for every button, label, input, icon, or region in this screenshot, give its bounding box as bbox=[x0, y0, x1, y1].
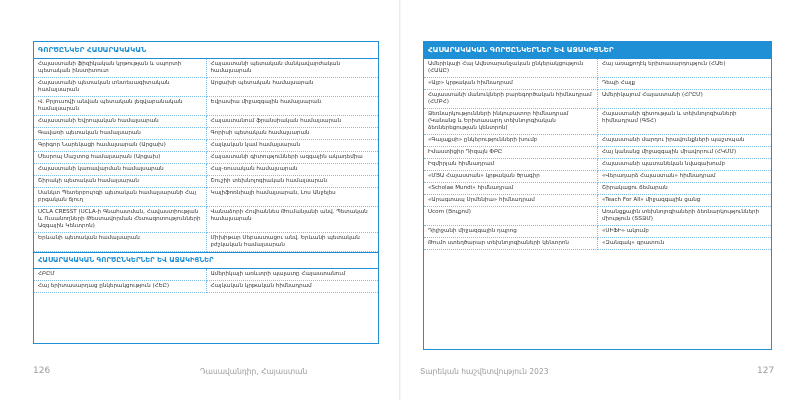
partner-cell-left: «ՄՅԱ Հայաստան» կրթական ծրագիր bbox=[424, 171, 598, 183]
partner-cell-right: «Վերադարձ Հայաստան» հիմնադրամ bbox=[598, 171, 772, 183]
right-page bbox=[400, 0, 800, 400]
table-row bbox=[424, 207, 771, 226]
partner-cell-left: Շիրակի պետական համալսարան bbox=[34, 176, 206, 188]
partner-cell-left: «Այբ» կրթական հիմնադրամ bbox=[424, 78, 598, 90]
partner-cell-left: Հայաստանի մանուկների բարեգործական հիմնադրամ (ՀՄԲՀ) bbox=[424, 90, 598, 109]
partner-cell-left: UCLA CRESST (UCLA-ի Գնահատման, Հավաստիության և Ուսանողների Թեստավորման Հետազոտությունների Ազգային Կենտրոն) bbox=[34, 207, 206, 233]
table-row bbox=[34, 152, 378, 164]
table-row bbox=[34, 281, 378, 293]
table-row bbox=[34, 176, 378, 188]
table-row bbox=[424, 78, 771, 90]
partner-cell-left: Հայաստանի Եվրոպական համալսարան bbox=[34, 116, 206, 128]
partner-cell-left: Թումո ստեղծարար տեխնոլոգիաների կենտրոն bbox=[424, 238, 598, 250]
partner-cell-left: Հայաստանի կառավարման համալսարան bbox=[34, 164, 206, 176]
partner-cell-left: Ձեռնարկությունների ինկուբատոր հիմնադրամ (Կանանց և Երիտասարդ տեխնոլոգիական ձեռներեցության կենտրոն) bbox=[424, 109, 598, 135]
partner-cell-right: Առանցքային տեխնոլոգիաների ձեռնարկությունների միություն (ՏՏՁՄ) bbox=[598, 207, 772, 226]
right-footer-text: Տարեկան հաշվետվություն 2023 bbox=[420, 367, 549, 376]
right-section-title: ՀԱՍԱՐԱԿԱԿԱՆ ԳՈՐԾԸՆԿԵՐՆԵՐ ԵՎ ԱՋԱԿԻՑՆԵՐ bbox=[424, 42, 771, 59]
partner-cell-right: Հայ առաքողէկ երիտասարդություն (ՀԱԵ) bbox=[598, 59, 772, 78]
left-page-number: 126 bbox=[33, 366, 51, 376]
table-row bbox=[34, 269, 378, 281]
table-row bbox=[424, 147, 771, 159]
partner-cell-left: Հայաստանի պետական տնտեսագիտական համալսարան bbox=[34, 78, 206, 97]
partner-cell-right: Հայաստանի պատանեկան նվագախումբ bbox=[598, 159, 772, 171]
table-row bbox=[34, 78, 378, 97]
table-row bbox=[34, 59, 378, 78]
left-section-title: ԳՈՐԾԸՆԿԵՐ ՀԱՍԱՐԱԿԱԿԱՆ bbox=[34, 42, 378, 59]
partner-cell-right: Հայ-ռուսական համալսարան bbox=[206, 164, 378, 176]
partner-cell-right: Հայաստանի գիտությունների ազգային ակադեմիա bbox=[206, 152, 378, 164]
partner-cell-right: Շիրակացու ճեմարան bbox=[598, 183, 772, 195]
partner-cell-right: Հայաստանի պետական մանկավարժական համալսարան bbox=[206, 59, 378, 78]
left-footer-text: Դասավանդիր, Հայաստան bbox=[200, 367, 308, 376]
right-table bbox=[424, 59, 771, 250]
partner-cell-right: Հայաստանի մարդու իրավունքների պաշտպան bbox=[598, 135, 772, 147]
partner-cell-left: ՀԲԸՄ bbox=[34, 269, 206, 281]
partner-cell-left: Գավառի պետական համալսարան bbox=[34, 128, 206, 140]
table-row bbox=[34, 233, 378, 252]
partner-cell-left: Ամերիկայի Հայ Ավետարանչական ընկերակցություն (ՀԱԱԸ) bbox=[424, 59, 598, 78]
partner-cell-left: «Արագտապ Սրմենիա» հիմնադրամ bbox=[424, 195, 598, 207]
partner-cell-right: Եվրասիա միջազգային համալսարան bbox=[206, 97, 378, 116]
partner-cell-right: «Teach For All» միջազգային ցանց bbox=[598, 195, 772, 207]
table-row bbox=[424, 90, 771, 109]
left-section2-title: ՀԱՍԱՐԱԿԱԿԱՆ ԳՈՐԾԸՆԿԵՐՆԵՐ ԵՎ ԱՋԱԿԻՑՆԵՐ bbox=[34, 252, 378, 269]
table-row bbox=[424, 159, 771, 171]
partner-cell-right: Հայկական կամ համալսարան bbox=[206, 140, 378, 152]
partner-cell-right: Արցախի պետական համալսարան bbox=[206, 78, 378, 97]
table-row bbox=[34, 188, 378, 207]
partner-cell-left: Երևանի պետական համալսարան bbox=[34, 233, 206, 252]
right-partners-table bbox=[423, 41, 772, 350]
table-row bbox=[34, 207, 378, 233]
partner-cell-right: Հայաստանի գիտության և տեխնոլոգիաների հիմնադրամ (ԳՏՀ) bbox=[598, 109, 772, 135]
partner-cell-right: Հայկական կրթական հիմնադրամ bbox=[206, 281, 378, 293]
partner-cell-right: «Զանգակ» գրատուն bbox=[598, 238, 772, 250]
table-row bbox=[34, 140, 378, 152]
partner-cell-left: Իզմիրյան հիմնադրամ bbox=[424, 159, 598, 171]
table-row bbox=[424, 238, 771, 250]
right-page-number: 127 bbox=[757, 366, 775, 376]
table-row bbox=[34, 97, 378, 116]
partner-cell-right: Կալիֆոռնիայի համալսարան, Լոս Անջելես bbox=[206, 188, 378, 207]
partner-cell-left: Մեսրոպ Մաշտոց համալսարան (Արցախ) bbox=[34, 152, 206, 164]
partner-cell-left: «Գալաքսի» ընկերությունների խումբ bbox=[424, 135, 598, 147]
partner-cell-left: Վ. Բրյուսովի անվան պետական լեզվաբանական համալսարան bbox=[34, 97, 206, 116]
partner-cell-right: Միխիթար Սեբաստացու անվ. Երևանի պետական բժշկական համալսարան bbox=[206, 233, 378, 252]
partner-cell-right: Վանաձորի Հովհաննես Թումանյանի անվ. Պետական համալսարան bbox=[206, 207, 378, 233]
partner-cell-left: Հայ երիտասարդաց ընկերակցություն (ՀԵԸ) bbox=[34, 281, 206, 293]
table-row bbox=[424, 226, 771, 238]
partner-cell-right: Ամերիկայում Հայաստանի (ՀՐԸՄ) bbox=[598, 90, 772, 109]
partner-cell-left: Դիլիջանի միջազգային դպրոց bbox=[424, 226, 598, 238]
table-row bbox=[424, 183, 771, 195]
partner-cell-right: «ՍԻՖԻ» ակումբ bbox=[598, 226, 772, 238]
partner-cell-left: Գրիգոր Նարեկացի համալսարան (Արցախ) bbox=[34, 140, 206, 152]
partner-cell-right: Շուշիի տեխնոլոգիական համալսարան bbox=[206, 176, 378, 188]
table-row bbox=[34, 164, 378, 176]
table-row bbox=[34, 128, 378, 140]
left-table-1 bbox=[34, 59, 378, 252]
left-partners-table bbox=[33, 41, 379, 344]
partner-cell-left: Սանկտ Պետերբուրգի պետական համալսարանի Հայ բրգական ճյուղ bbox=[34, 188, 206, 207]
table-row bbox=[424, 109, 771, 135]
partner-cell-left: «Scholae Mundi» հիմնադրամ bbox=[424, 183, 598, 195]
partner-cell-right: Դեպի Հայք bbox=[598, 78, 772, 90]
table-row bbox=[424, 59, 771, 78]
partner-cell-left: Ucom (Յուքոմ) bbox=[424, 207, 598, 226]
partner-cell-right: Հայաստանում ֆրանսիական համալսարան bbox=[206, 116, 378, 128]
table-row bbox=[34, 116, 378, 128]
partner-cell-right: Հայ կանանց միջազգային միավորում (ՀԿՄՄ) bbox=[598, 147, 772, 159]
partner-cell-right: Գորիսի պետական համալսարան bbox=[206, 128, 378, 140]
table-row bbox=[424, 171, 771, 183]
partner-cell-right: Ամերիկայի առևտրի պալատը Հայաստանում bbox=[206, 269, 378, 281]
partner-cell-left: Հայաստանի ֆիզիկական կրթության և սպորտի պետական ինստիտուտ bbox=[34, 59, 206, 78]
partner-cell-left: Իմաստիցիր Դիզայն ՓԲԸ bbox=[424, 147, 598, 159]
left-table-2 bbox=[34, 269, 378, 293]
table-row bbox=[424, 135, 771, 147]
table-row bbox=[424, 195, 771, 207]
